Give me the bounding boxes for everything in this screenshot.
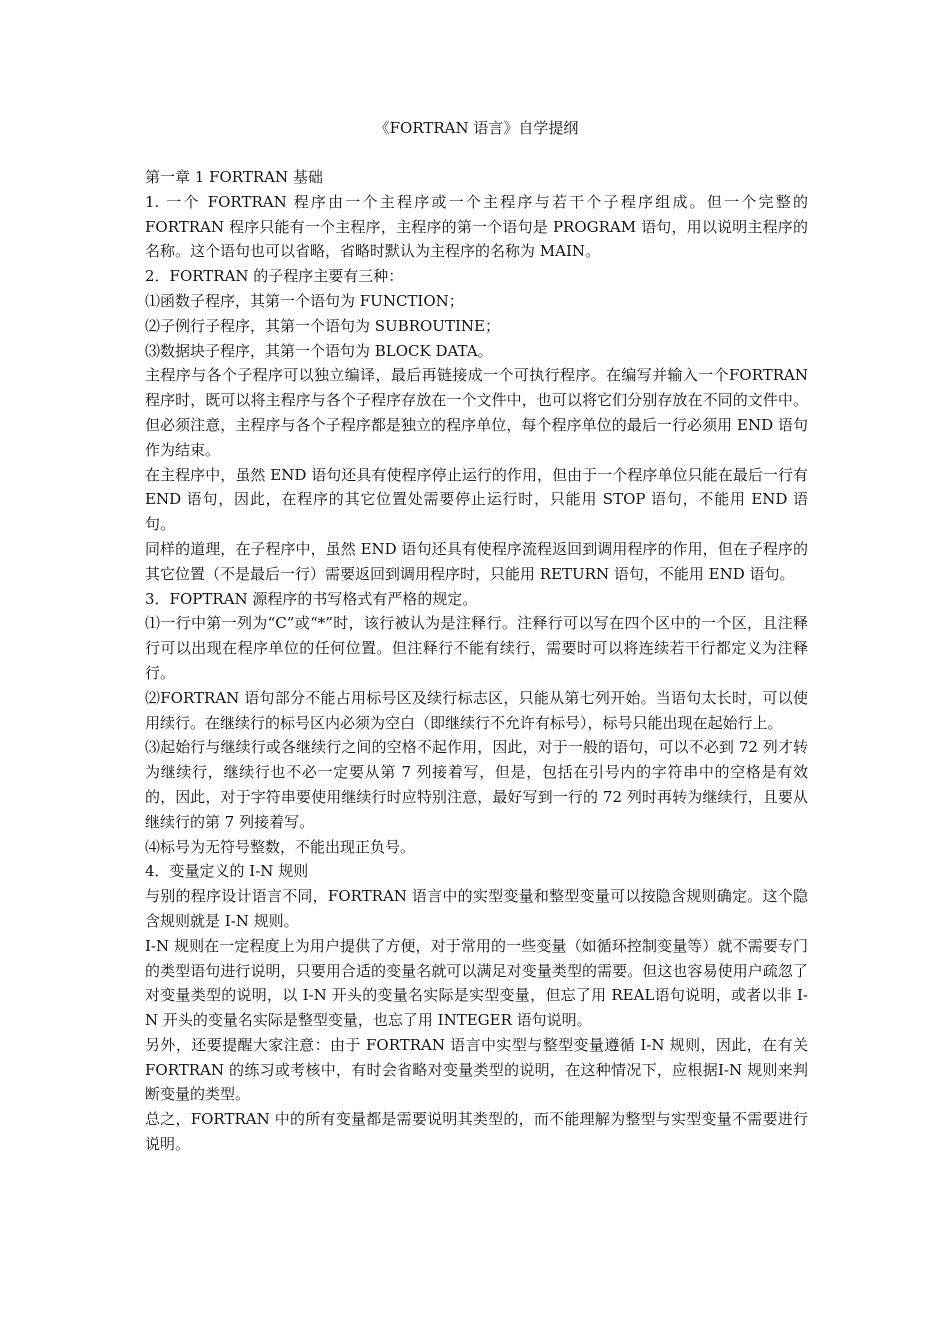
paragraph: 另外，还要提醒大家注意：由于 FORTRAN 语言中实型与整型变量遵循 I-N 规则，因此，在有关 FORTRAN 的练习或考核中，有时会省略对变量类型的说明，在这种情况下，应根据I-N 规则来判断变量的类型。 <box>145 1035 808 1104</box>
paragraph: 1. 一个 FORTRAN 程序由一个主程序或一个主程序与若干个子程序组成。但一个完整的FORTRAN 程序只能有一个主程序，主程序的第一个语句是 PROGRAM 语句，用以说明主程序的名称。这个语句也可以省略，省略时默认为主程序的名称为 MAIN。 <box>145 192 808 261</box>
paragraph: I-N 规则在一定程度上为用户提供了方便，对于常用的一些变量（如循环控制变量等）就不需要专门的类型语句进行说明，只要用合适的变量名就可以满足对变量类型的需要。但这也容易使用户疏忽了对变量类型的说明，以 I-N 开头的变量名实际是实型变量，但忘了用 REAL语句说明，或者以非 I-N 开头的变量名实际是整型变量，也忘了用 INTEGER 语句说明。 <box>145 936 808 1030</box>
list-item: ⑴一行中第一列为“C”或“*”时，该行被认为是注释行。注释行可以写在四个区中的一个区，且注释行可以出现在程序单位的任何位置。但注释行不能有续行，需要时可以将连续若干行都定义为注释行。 <box>145 614 808 682</box>
section-heading: 4．变量定义的 I-N 规则 <box>145 862 309 881</box>
list-item: ⑴函数子程序，其第一个语句为 FUNCTION； <box>145 291 464 310</box>
document-body <box>145 165 808 1157</box>
document-title: 《FORTRAN 语言》自学提纲 <box>374 119 579 137</box>
chapter-heading: 第一章 1 FORTRAN 基础 <box>145 168 323 186</box>
list-item: ⑷标号为无符号整数，不能出现正负号。 <box>145 837 416 856</box>
list-item: ⑵子例行子程序，其第一个语句为 SUBROUTINE； <box>145 316 500 335</box>
list-item: ⑶数据块子程序，其第一个语句为 BLOCK DATA。 <box>145 341 493 360</box>
paragraph: 在主程序中，虽然 END 语句还具有使程序停止运行的作用，但由于一个程序单位只能在最后一行有 END 语句，因此，在程序的其它位置处需要停止运行时，只能用 STOP 语句，不能用 END 语句。 <box>145 465 808 534</box>
list-item: ⑶起始行与继续行或各继续行之间的空格不起作用，因此，对于一般的语句，可以不必到 72 列才转为继续行，继续行也不必一定要从第 7 列接着写，但是，包括在引号内的字符串中的空格是有效的，因此，对于字符串要使用继续行时应特别注意，最好写到一行的 72 列时再转为继续行，且要从继续行的第 7 列接着写。 <box>145 738 808 831</box>
paragraph: 同样的道理，在子程序中，虽然 END 语句还具有使程序流程返回到调用程序的作用，但在子程序的其它位置（不是最后一行）需要返回到调用程序时，只能用 RETURN 语句，不能用 END 语句。 <box>145 539 808 583</box>
paragraph: 主程序与各个子程序可以独立编译，最后再链接成一个可执行程序。在编写并输入一个FORTRAN 程序时，既可以将主程序与各个子程序存放在一个文件中，也可以将它们分别存放在不同的文件中。但必须注意，主程序与各个子程序都是独立的程序单位，每个程序单位的最后一行必须用 END 语句作为结束。 <box>145 366 808 459</box>
paragraph: 与别的程序设计语言不同，FORTRAN 语言中的实型变量和整型变量可以按隐含规则确定。这个隐含规则就是 I-N 规则。 <box>145 887 808 930</box>
section-heading: 2．FORTRAN 的子程序主要有三种： <box>145 267 404 286</box>
section-heading: 3．FOPTRAN 源程序的书写格式有严格的规定。 <box>145 589 478 608</box>
paragraph: 总之，FORTRAN 中的所有变量都是需要说明其类型的，而不能理解为整型与实型变量不需要进行说明。 <box>145 1110 808 1154</box>
list-item: ⑵FORTRAN 语句部分不能占用标号区及续行标志区，只能从第七列开始。当语句太长时，可以使用续行。在继续行的标号区内必须为空白（即继续行不允许有标号），标号只能出现在起始行上。 <box>145 688 808 732</box>
